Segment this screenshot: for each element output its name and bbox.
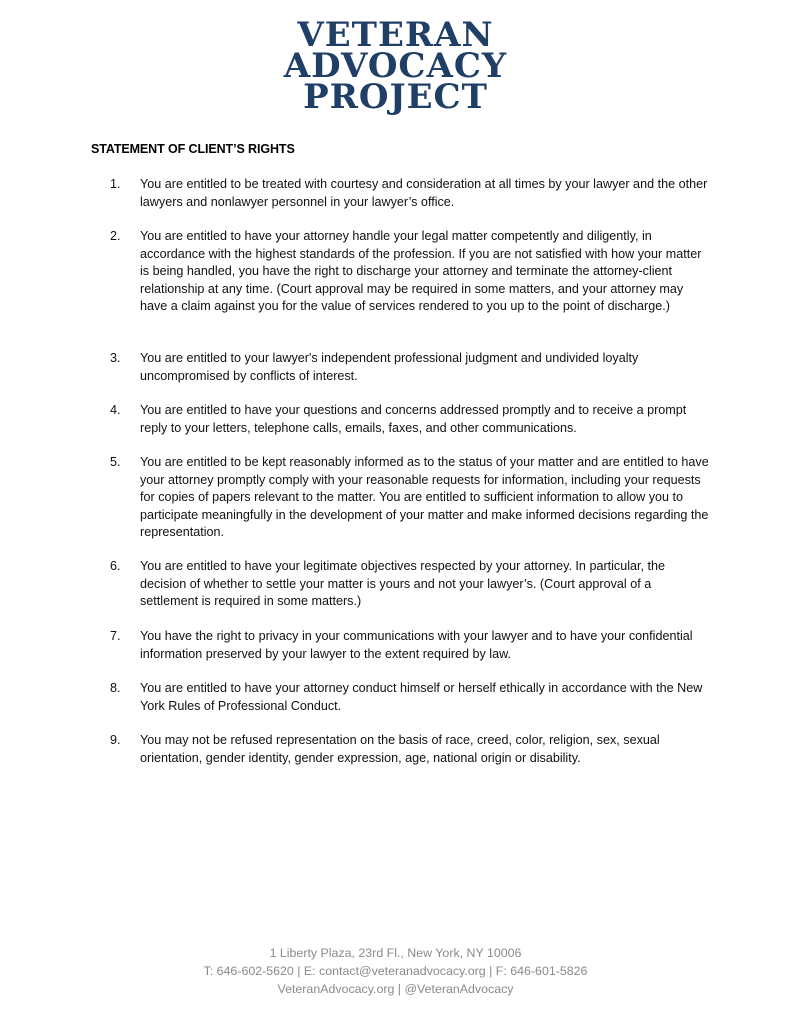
right-item: [110, 350, 710, 402]
right-number: 2.: [110, 229, 121, 243]
right-item: [110, 402, 710, 454]
rights-list: [110, 176, 710, 772]
logo-line-3: PROJECT: [303, 77, 488, 117]
logo-line-1: VETERAN: [297, 15, 494, 55]
right-text: You may not be refused representation on the basis of race, creed, color, religion, sex, sexual orientation, gender identity, gender expression, age, national origin or disability.: [140, 733, 660, 765]
right-item: [110, 454, 710, 558]
footer-contact: T: 646-602-5620 | E: contact@veteranadvocacy.org | F: 646-601-5826: [203, 964, 588, 978]
right-text: You are entitled to your lawyer's independent professional judgment and undivided loyalty uncompromised by conflicts of interest.: [140, 351, 639, 383]
right-text: You are entitled to be treated with courtesy and consideration at all times by your lawyer and the other lawyers and nonlawyer personnel in your lawyer’s office.: [140, 177, 708, 209]
right-number: 3.: [110, 351, 121, 365]
footer-web: VeteranAdvocacy.org | @VeteranAdvocacy: [277, 982, 514, 996]
right-number: 5.: [110, 455, 121, 469]
right-item: [110, 176, 710, 228]
footer: [0, 944, 791, 998]
right-item: [110, 680, 710, 732]
right-text: You are entitled to be kept reasonably informed as to the status of your matter and are entitled to have your attorney promptly comply with your reasonable requests for information, including your requests for copies of papers relevant to the matter. You are entitled to sufficient information to allow you to participate meaningfully in the development of your matter and make informed decisions regarding the representation.: [140, 455, 709, 540]
right-number: 9.: [110, 733, 121, 747]
right-number: 4.: [110, 403, 121, 417]
veteran-advocacy-project-logo: [0, 15, 791, 117]
right-number: 8.: [110, 681, 121, 695]
right-number: 7.: [110, 629, 121, 643]
right-item: [110, 628, 710, 680]
right-number: 6.: [110, 559, 121, 573]
footer-address: 1 Liberty Plaza, 23rd Fl., New York, NY 10006: [269, 946, 522, 960]
right-item: [110, 732, 710, 772]
right-text: You are entitled to have your attorney conduct himself or herself ethically in accordance with the New York Rules of Professional Conduct.: [140, 681, 703, 713]
right-text: You are entitled to have your attorney handle your legal matter competently and diligently, in accordance with the highest standards of the profession. If you are not satisfied with how your matter is being handled, you have the right to discharge your attorney and terminate the attorney-client relationship at any time. (Court approval may be required in some matters, and your attorney may have a claim against you for the value of services rendered to you up to the point of discharge.): [140, 229, 702, 314]
right-item: [110, 558, 710, 628]
right-text: You are entitled to have your legitimate objectives respected by your attorney. In particular, the decision of whether to settle your matter is yours and not your lawyer’s. (Court approval of a settlement is required in some matters.): [140, 559, 666, 609]
right-text: You are entitled to have your questions and concerns addressed promptly and to receive a prompt reply to your letters, telephone calls, emails, faxes, and other communications.: [140, 403, 687, 435]
logo-line-2: ADVOCACY: [283, 46, 508, 86]
right-number: 1.: [110, 177, 121, 191]
right-item: [110, 228, 710, 350]
right-text: You have the right to privacy in your communications with your lawyer and to have your confidential information preserved by your lawyer to the extent required by law.: [140, 629, 693, 661]
document-title: STATEMENT OF CLIENT’S RIGHTS: [91, 142, 295, 156]
